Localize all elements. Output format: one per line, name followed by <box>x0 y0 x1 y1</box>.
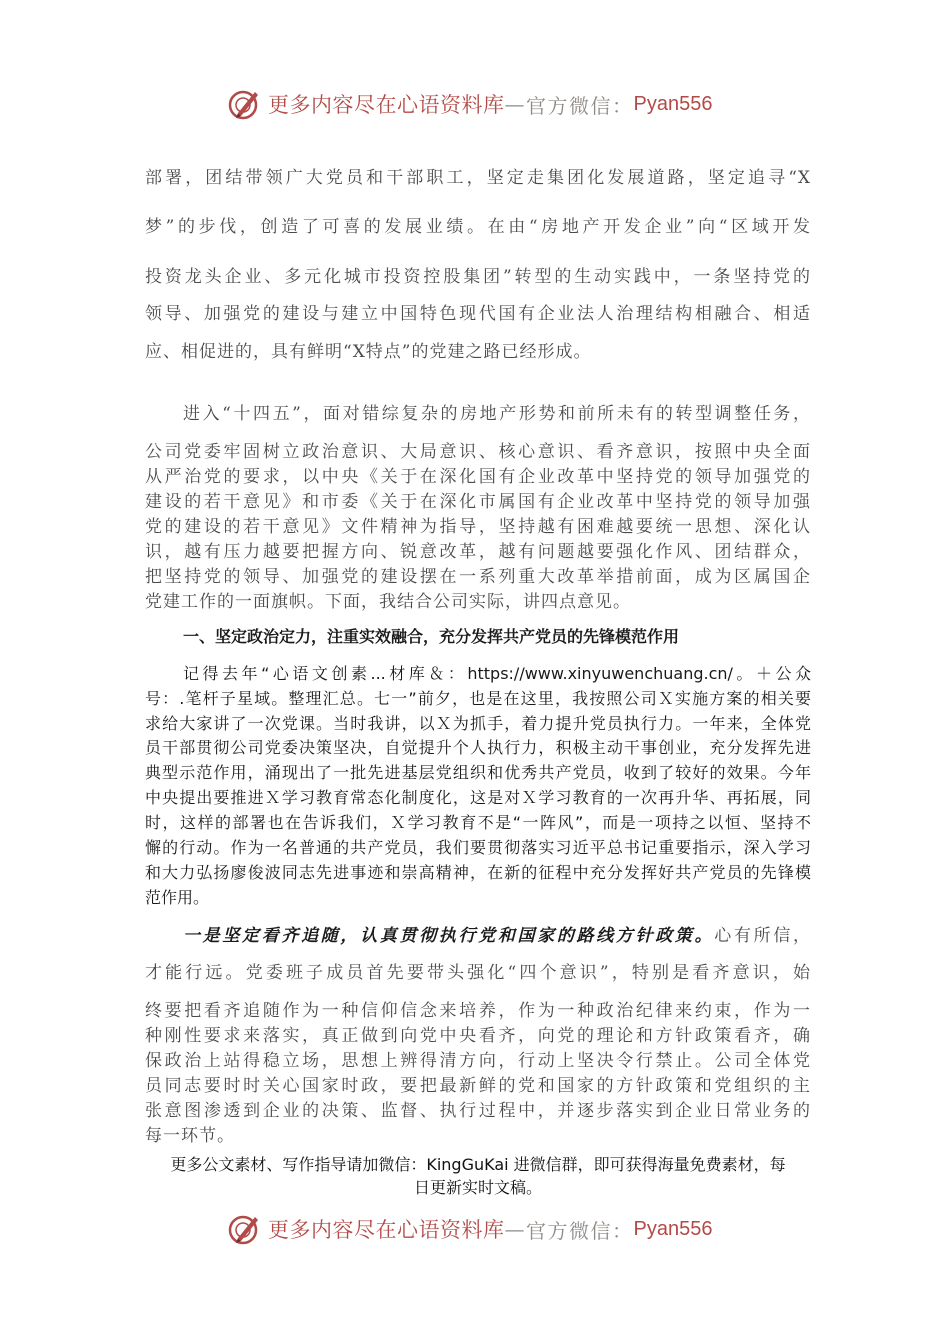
para3-line: 时，这样的部署也在告诉我们，Ｘ学习教育不是“一阵风”，而是一项持之以恒、坚持不 <box>145 813 811 832</box>
para4-line: 员同志要时时关心国家时政，要把最新鲜的党和国家的方针政策和党组织的主 <box>145 1076 811 1096</box>
para3-line: 员干部贯彻公司党委决策坚决，自觉提升个人执行力，积极主动干事创业，充分发挥先进 <box>145 738 811 757</box>
para3-line: 和大力弘扬廖俊波同志先进事迹和崇高精神，在新的征程中充分发挥好共产党员的先锋模 <box>145 863 811 882</box>
para3-line: 中央提出要推进Ｘ学习教育常态化制度化，这是对Ｘ学习教育的一次再升华、再拓展，同 <box>145 788 811 807</box>
para2-line: 进入“十四五”，面对错综复杂的房地产形势和前所未有的转型调整任务， <box>183 404 811 424</box>
para3-line: 懈的行动。作为一名普通的共产党员，我们要贯彻落实习近平总书记重要指示，深入学习 <box>145 838 811 857</box>
brand-text: 更多内容尽在心语资料库 <box>268 93 505 117</box>
para3-line: 号：.笔杆子星域。整理汇总。七一”前夕，也是在这里，我按照公司Ｘ实施方案的相关要 <box>145 689 811 708</box>
para1-line: 部署，团结带领广大党员和干部职工，坚定走集团化发展道路，坚定追寻“X <box>145 168 811 188</box>
para3-line: 典型示范作用，涌现出了一批先进基层党组织和优秀共产党员，收到了较好的效果。今年 <box>145 763 811 782</box>
banner-dash: — <box>504 1217 526 1241</box>
para2-line: 把坚持党的领导、加强党的建设摆在一系列重大改革举措前面，成为区属国企 <box>145 567 811 587</box>
para4-line: 每一环节。 <box>145 1126 235 1146</box>
para1-line: 领导、加强党的建设与建立中国特色现代国有企业法人治理结构相融合、相适 <box>145 304 811 324</box>
wechat-account: Pyan556 <box>633 92 713 115</box>
para1-line: 应、相促进的，具有鲜明“X特点”的党建之路已经形成。 <box>145 342 592 362</box>
pen-logo-icon <box>228 87 262 121</box>
pen-logo-icon <box>228 1212 262 1246</box>
para2-line: 建设的若干意见》和市委《关于在深化市属国有企业改革中坚持党的领导加强 <box>145 492 811 512</box>
promo-notice-line: 更多公文素材、写作指导请加微信：KingGuKai 进微信群，即可获得海量免费素材，每 <box>170 1155 786 1174</box>
para4-line: 终要把看齐追随作为一种信仰信念来培养，作为一种政治纪律来约束，作为一 <box>145 1001 811 1021</box>
wechat-label: 官方微信： <box>526 1218 634 1243</box>
para4-line: 保政治上站得稳立场，思想上辨得清方向，行动上坚决令行禁止。公司全体党 <box>145 1051 811 1071</box>
footer-banner <box>228 1209 728 1249</box>
banner-dash: — <box>504 92 526 116</box>
para1-line: 梦”的步伐，创造了可喜的发展业绩。在由“房地产开发企业”向“区域开发 <box>145 217 811 237</box>
promo-notice-line: 日更新实时文稿。 <box>413 1178 542 1197</box>
para2-line: 党的建设的若干意见》文件精神为指导，坚持越有困难越要统一思想、深化认 <box>145 517 811 537</box>
brand-text: 更多内容尽在心语资料库 <box>268 1218 505 1242</box>
para4-first-line <box>183 921 811 946</box>
para2-line: 公司党委牢固树立政治意识、大局意识、核心意识、看齐意识，按照中央全面 <box>145 442 811 462</box>
para4-line: 才能行远。党委班子成员首先要带头强化“四个意识”，特别是看齐意识，始 <box>145 963 811 983</box>
section-heading: 一、坚定政治定力，注重实效融合，充分发挥共产党员的先锋模范作用 <box>183 627 680 646</box>
para1-line: 投资龙头企业、多元化城市投资控股集团”转型的生动实践中，一条坚持党的 <box>145 267 811 287</box>
para2-line: 党建工作的一面旗帜。下面，我结合公司实际，讲四点意见。 <box>145 592 631 612</box>
wechat-account: Pyan556 <box>633 1217 713 1240</box>
para4-line: 张意图渗透到企业的决策、监督、执行过程中，并逐步落实到企业日常业务的 <box>145 1101 811 1121</box>
para4-line: 种刚性要求来落实，真正做到向党中央看齐，向党的理论和方针政策看齐，确 <box>145 1026 811 1046</box>
para2-line: 从严治党的要求，以中央《关于在深化国有企业改革中坚持党的领导加强党的 <box>145 467 811 487</box>
para3-line: 求给大家讲了一次党课。当时我讲，以Ｘ为抓手，着力提升党员执行力。一年来，全体党 <box>145 714 811 733</box>
para3-line: 记得去年“心语文创素...材库＆：https://www.xinyuwenchuang.cn/。＋公众 <box>183 664 811 683</box>
para3-line: 范作用。 <box>145 888 210 907</box>
para4-lead-tail: 心有所信， <box>714 926 811 946</box>
wechat-label: 官方微信： <box>526 93 634 118</box>
para4-lead: 一是坚定看齐追随，认真贯彻执行党和国家的路线方针政策。 <box>183 926 715 946</box>
header-banner <box>228 84 728 124</box>
para2-line: 识，越有压力越要把握方向、锐意改革，越有问题越要强化作风、团结群众， <box>145 542 811 562</box>
